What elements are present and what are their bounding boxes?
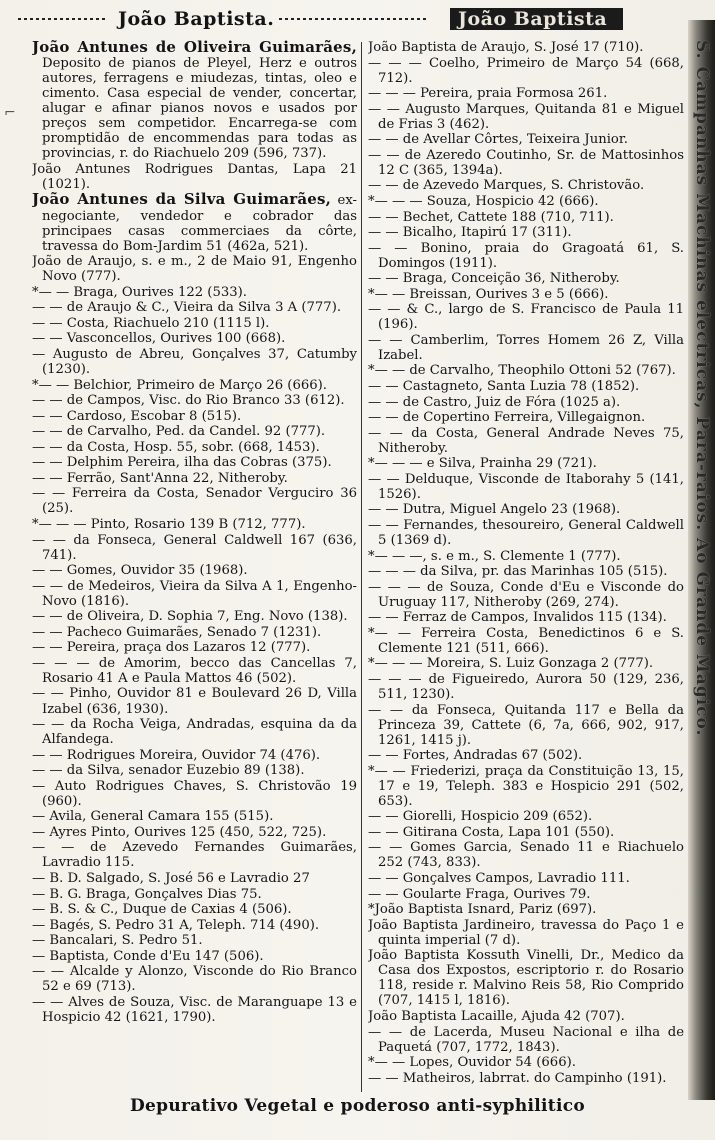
directory-entry: — — — de Souza, Conde d'Eu e Visconde do Uruguay 117, Nitheroby (269, 274). (368, 579, 684, 610)
directory-entry: — — Alves de Souza, Visc. de Maranguape 13 e Hospicio 42 (1621, 1790). (32, 994, 357, 1025)
directory-entry: — — — de Figueiredo, Aurora 50 (129, 236, 511, 1230). (368, 671, 684, 702)
directory-entry: — — Costa, Riachuelo 210 (1115 l). (32, 315, 270, 331)
directory-entry: — — Bonino, praia do Gragoatá 61, S. Domingos (1911). (368, 240, 684, 271)
directory-entry: — — Cardoso, Escobar 8 (515). (32, 408, 242, 424)
directory-entry (32, 192, 357, 253)
directory-entry: *— — — Pinto, Rosario 139 B (712, 777). (32, 516, 306, 532)
directory-entry: — — Delduque, Visconde de Itaborahy 5 (141, 1526). (368, 471, 684, 502)
directory-entry: — — Fortes, Andradas 67 (502). (368, 748, 583, 764)
side-advertisement: S. Campanhas Machinas electricas, Para-raios. Ao Grande Magico. (692, 40, 712, 737)
directory-entry: João Baptista Jardineiro, travessa do Paço 1 e quinta imperial (7 d). (368, 917, 684, 948)
directory-entry: — — de Azevedo Marques, S. Christovão. (368, 178, 645, 194)
running-head-right: João Baptista (450, 8, 623, 30)
page-header (0, 6, 715, 30)
binding-edge-strip (688, 20, 715, 1100)
directory-entry: — — Fernandes, thesoureiro, General Caldwell 5 (1369 d). (368, 517, 684, 548)
directory-entry: — Ayres Pinto, Ourives 125 (450, 522, 725). (32, 824, 327, 840)
directory-entry: — — Pinho, Ouvidor 81 e Boulevard 26 D, Villa Izabel (636, 1930). (32, 686, 357, 717)
entry-text: ex-negociante, vendedor e cobrador das principaes casas commerciaes da côrte, travessa do Bom-Jardim 51 (462a, 521). (42, 193, 357, 254)
directory-entry: — — Braga, Conceição 36, Nitheroby. (368, 271, 620, 287)
directory-entry: — — de Medeiros, Vieira da Silva A 1, Engenho-Novo (1816). (32, 578, 357, 609)
directory-entry: — — — da Silva, pr. das Marinhas 105 (515). (368, 564, 668, 580)
directory-entry: — — Camberlim, Torres Homem 26 Z, Villa Izabel. (368, 332, 684, 363)
entry-name-bold: João Antunes de Oliveira Guimarães, (32, 40, 357, 56)
directory-entry: — — da Silva, senador Euzebio 89 (138). (32, 763, 305, 779)
column-divider (361, 42, 362, 1092)
directory-entry: *João Baptista Isnard, Pariz (697). (368, 902, 597, 918)
directory-entry (32, 40, 357, 161)
directory-entry: — — Augusto Marques, Quitanda 81 e Miguel de Frias 3 (462). (368, 101, 684, 132)
directory-entry: João Baptista Lacaille, Ajuda 42 (707). (368, 1008, 625, 1024)
directory-entry: — Bagés, S. Pedro 31 A, Teleph. 714 (490). (32, 917, 320, 933)
directory-entry: — — Vasconcellos, Ourives 100 (668). (32, 331, 286, 347)
directory-entry: — — Gitirana Costa, Lapa 101 (550). (368, 824, 615, 840)
directory-entry: — Augusto de Abreu, Gonçalves 37, Catumby (1230). (32, 346, 357, 377)
directory-entry: — — — Pereira, praia Formosa 261. (368, 86, 608, 102)
directory-entry: — — Bechet, Cattete 188 (710, 711). (368, 209, 614, 225)
directory-entry: João Baptista Kossuth Vinelli, Dr., Medico da Casa dos Expostos, escriptorio r. do Rosario 118, reside r. Malvino Reis 58, Rio Comprido (707, 1415 l, 1816). (368, 948, 684, 1009)
directory-entry: *— — Lopes, Ouvidor 54 (666). (368, 1055, 576, 1071)
directory-entry: — — Giorelli, Hospicio 209 (652). (368, 809, 593, 825)
directory-entry: — — Alcalde y Alonzo, Visconde do Rio Branco 52 e 69 (713). (32, 964, 357, 995)
directory-entry: — — Gomes Garcia, Senado 11 e Riachuelo 252 (743, 833). (368, 840, 684, 871)
directory-entry: *— — — Souza, Hospicio 42 (666). (368, 193, 599, 209)
directory-entry: — — de Lacerda, Museu Nacional e ilha de Paquetá (707, 1772, 1843). (368, 1024, 684, 1055)
directory-entry: João Baptista de Araujo, S. José 17 (710). (368, 40, 644, 55)
directory-entry: — — Gonçalves Campos, Lavradio 111. (368, 871, 630, 887)
directory-entry: — — & C., largo de S. Francisco de Paula 11 (196). (368, 302, 684, 333)
directory-entry: — — Bicalho, Itapirú 17 (311). (368, 225, 572, 241)
directory-entry: *— — Friederizi, praça da Constituição 13, 15, 17 e 19, Teleph. 383 e Hospicio 291 (502, 653). (368, 763, 684, 809)
directory-entry: — Bancalari, S. Pedro 51. (32, 933, 203, 949)
directory-entry: — Avila, General Camara 155 (515). (32, 809, 274, 825)
directory-entry: — — Pacheco Guimarães, Senado 7 (1231). (32, 624, 322, 640)
directory-entry: — — Ferrão, Sant'Anna 22, Nitheroby. (32, 470, 288, 486)
directory-entry: — — Castagneto, Santa Luzia 78 (1852). (368, 379, 640, 395)
page-footer-advert: Depurativo Vegetal e poderoso anti-syphilitico (129, 1096, 585, 1116)
directory-entry: — — Ferreira da Costa, Senador Verguciro 36 (25). (32, 486, 357, 517)
directory-entry: — — da Costa, Hosp. 55, sobr. (668, 1453). (32, 439, 320, 455)
directory-entry: — — Ferraz de Campos, Invalidos 115 (134). (368, 610, 667, 626)
directory-entry: *— — — e Silva, Prainha 29 (721). (368, 456, 597, 472)
directory-entry: *— — Belchior, Primeiro de Março 26 (666). (32, 377, 327, 393)
margin-pencil-mark: ⌐ (4, 105, 16, 121)
right-column (368, 40, 684, 1090)
directory-entry: — — de Azevedo Fernandes Guimarães, Lavradio 115. (32, 840, 357, 871)
directory-entry: *— — Breissan, Ourives 3 e 5 (666). (368, 286, 609, 302)
directory-entry: — — de Oliveira, D. Sophia 7, Eng. Novo (138). (32, 609, 348, 625)
directory-entry: — — Delphim Pereira, ilha das Cobras (375). (32, 455, 332, 471)
directory-entry: — — Dutra, Miguel Angelo 23 (1968). (368, 502, 621, 518)
directory-entry: *— — Ferreira Costa, Benedictinos 6 e S. Clemente 121 (511, 666). (368, 625, 684, 656)
directory-entry: — — de Campos, Visc. do Rio Branco 33 (612). (32, 393, 345, 409)
directory-entry: — — de Azeredo Coutinho, Sr. de Mattosinhos 12 C (365, 1394a). (368, 147, 684, 178)
entry-name-bold: João Antunes da Silva Guimarães, (32, 190, 332, 209)
entry-text: Deposito de pianos de Pleyel, Herz e outros autores, ferragens e miudezas, tintas, oleo e cimento. Casa especial de vender, concertar, alugar e afinar pianos novos e usados por preços sem competidor. Encarrega-se com promptidão de encommendas para todas as provincias, r. do Riachuelo 209 (596, 737). (42, 56, 357, 162)
directory-entry: *— — de Carvalho, Theophilo Ottoni 52 (767). (368, 363, 676, 379)
directory-entry: — — da Fonseca, General Caldwell 167 (636, 741). (32, 532, 357, 563)
running-head-left: João Baptista. (118, 8, 275, 30)
left-column (32, 40, 357, 1090)
directory-entry: — Baptista, Conde d'Eu 147 (506). (32, 948, 264, 964)
directory-entry: — — da Fonseca, Quitanda 117 e Bella da Princeza 39, Cattete (6, 7a, 666, 902, 917, 1261, 1415 j). (368, 702, 684, 748)
directory-entry: João de Araujo, s. e m., 2 de Maio 91, Engenho Novo (777). (32, 254, 357, 285)
directory-entry: — — de Araujo & C., Vieira da Silva 3 A (777). (32, 300, 342, 316)
directory-entry: João Antunes Rodrigues Dantas, Lapa 21 (1021). (32, 161, 357, 192)
directory-entry: — — de Carvalho, Ped. da Candel. 92 (777). (32, 424, 326, 440)
directory-entry: — B. S. & C., Duque de Caxias 4 (506). (32, 902, 292, 918)
directory-entry: — — da Rocha Veiga, Andradas, esquina da da Alfandega. (32, 717, 357, 748)
directory-entry: — B. G. Braga, Gonçalves Dias 75. (32, 886, 262, 902)
directory-entry: — — Pereira, praça dos Lazaros 12 (777). (32, 640, 311, 656)
directory-entry: — — de Copertino Ferreira, Villegaignon. (368, 410, 646, 426)
directory-entry: — — — de Amorim, becco das Cancellas 7, Rosario 41 A e Paula Mattos 46 (502). (32, 655, 357, 686)
directory-entry: *— — Braga, Ourives 122 (533). (32, 284, 247, 300)
directory-entry: — — de Avellar Côrtes, Teixeira Junior. (368, 132, 628, 148)
directory-entry: — — — Coelho, Primeiro de Março 54 (668, 712). (368, 55, 684, 86)
directory-entry: — B. D. Salgado, S. José 56 e Lavradio 27 (32, 871, 310, 887)
directory-entry: — — da Costa, General Andrade Neves 75, Nitheroby. (368, 425, 684, 456)
directory-entry: — — de Castro, Juiz de Fóra (1025 a). (368, 394, 621, 410)
directory-entry: — — Gomes, Ouvidor 35 (1968). (32, 563, 248, 579)
directory-entry: — Auto Rodrigues Chaves, S. Christovão 19 (960). (32, 778, 357, 809)
directory-entry: *— — —, s. e m., S. Clemente 1 (777). (368, 548, 621, 564)
directory-entry: — — Rodrigues Moreira, Ouvidor 74 (476). (32, 747, 321, 763)
directory-entry: — — Matheiros, labrrat. do Campinho (191). (368, 1070, 667, 1086)
directory-entry: *— — — Moreira, S. Luiz Gonzaga 2 (777). (368, 656, 654, 672)
directory-entry: — — Goularte Fraga, Ourives 79. (368, 886, 591, 902)
